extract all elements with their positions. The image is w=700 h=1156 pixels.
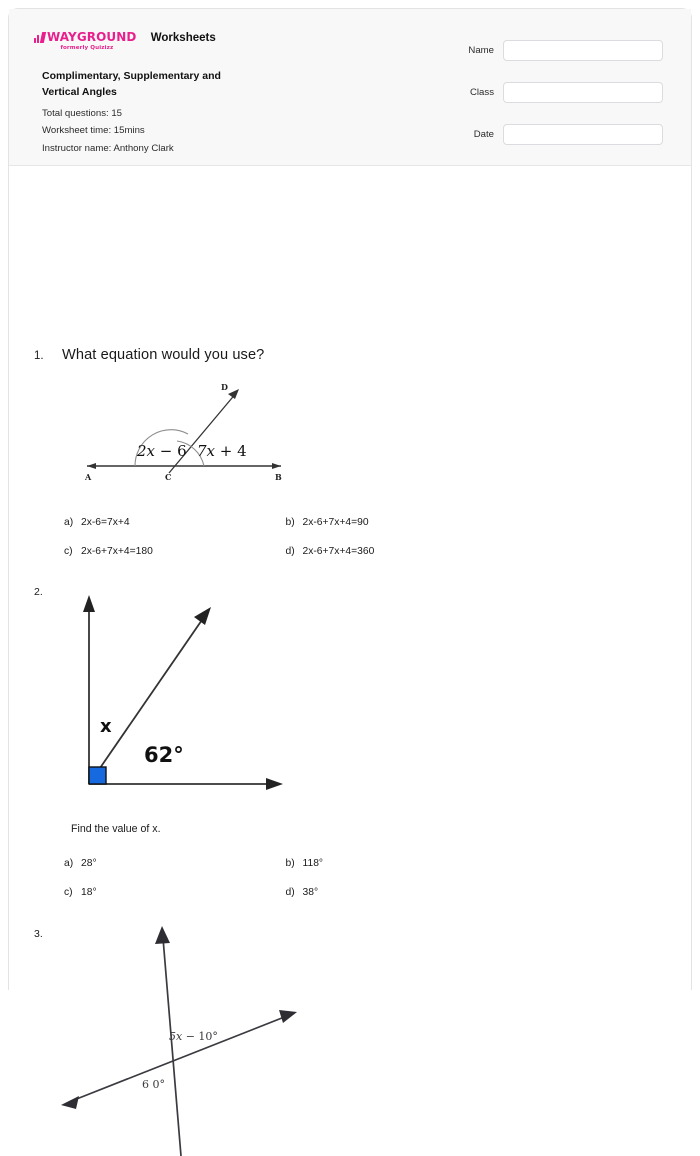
question-2-prompt: Find the value of x. — [71, 823, 161, 835]
question-1-options — [64, 518, 507, 577]
question-1-option-c[interactable] — [64, 547, 286, 557]
worksheet-meta — [42, 69, 342, 157]
question-2-figure — [64, 584, 299, 809]
student-fields — [433, 39, 663, 145]
question-1-option-a[interactable] — [64, 518, 286, 528]
question-1-figure — [69, 378, 299, 496]
logo-wordmark: WAYGROUND — [46, 29, 137, 44]
label-point-A: A — [85, 472, 92, 482]
question-2-option-b[interactable] — [286, 859, 508, 869]
option-letter: c) — [64, 887, 73, 899]
question-2-number: 2. — [34, 586, 43, 598]
worksheet-header — [9, 9, 691, 166]
label-point-D: D — [221, 382, 228, 392]
angle-label-right: 7x + 4 — [197, 442, 247, 460]
option-letter: d) — [285, 887, 295, 899]
field-row-name — [433, 39, 663, 61]
option-text: 28° — [81, 858, 97, 869]
logo-tagline: formerly Quizizz — [60, 44, 114, 51]
question-3-figure — [59, 924, 309, 1156]
question-2-option-c[interactable] — [64, 888, 286, 898]
question-2-option-a[interactable] — [64, 859, 286, 869]
option-letter: b) — [285, 858, 295, 869]
question-1-number: 1. — [34, 350, 44, 362]
question-1-title: What equation would you use? — [62, 347, 265, 363]
label-point-C: C — [165, 472, 172, 482]
meta-worksheet-time: Worksheet time: 15mins — [42, 125, 145, 137]
logo-bars-icon — [34, 32, 45, 43]
option-letter: a) — [64, 858, 74, 869]
product-label: Worksheets — [150, 32, 216, 44]
name-input[interactable] — [503, 40, 663, 61]
option-text: 38° — [302, 887, 319, 899]
date-input[interactable] — [503, 124, 663, 145]
option-letter: a) — [64, 517, 74, 528]
class-input[interactable] — [503, 82, 663, 103]
question-1-heading — [34, 347, 264, 363]
option-text: 2x-6+7x+4=180 — [81, 546, 153, 558]
meta-total-questions: Total questions: 15 — [42, 107, 123, 119]
question-2-option-d[interactable] — [286, 888, 508, 898]
meta-instructor-name: Instructor name: Anthony Clark — [42, 142, 174, 154]
label-point-B: B — [275, 472, 282, 482]
right-angle-marker-icon — [89, 767, 106, 784]
question-1-option-b[interactable] — [286, 518, 508, 528]
option-letter: d) — [285, 546, 295, 558]
option-letter: c) — [64, 546, 73, 558]
option-text: 2x-6+7x+4=90 — [302, 517, 369, 528]
class-label: Class — [470, 86, 494, 98]
angle-label-60: 6 0° — [142, 1078, 165, 1091]
date-label: Date — [473, 128, 494, 140]
angle-label-62: 62° — [144, 743, 184, 767]
question-3-number: 3. — [34, 928, 43, 940]
field-row-date — [433, 123, 663, 145]
wayground-logo — [34, 31, 140, 51]
option-text: 2x-6+7x+4=360 — [302, 546, 375, 558]
name-label: Name — [468, 44, 494, 56]
worksheet-title: Complimentary, Supplementary and Vertical Angles — [42, 70, 221, 98]
angle-label-x: x — [100, 716, 112, 737]
brand-row — [34, 31, 216, 51]
option-text: 2x-6=7x+4 — [81, 517, 130, 528]
question-2-options — [64, 859, 507, 918]
option-text: 118° — [302, 858, 324, 869]
option-letter: b) — [285, 517, 295, 528]
angle-label-5x-10: 5x − 10° — [169, 1030, 218, 1043]
question-3-heading — [34, 928, 62, 940]
field-row-class — [433, 81, 663, 103]
question-2-heading — [34, 586, 62, 598]
worksheet-page — [8, 8, 692, 1091]
question-1-option-d[interactable] — [286, 547, 508, 557]
angle-label-left: 2x − 6 — [137, 442, 187, 460]
option-text: 18° — [81, 887, 97, 899]
